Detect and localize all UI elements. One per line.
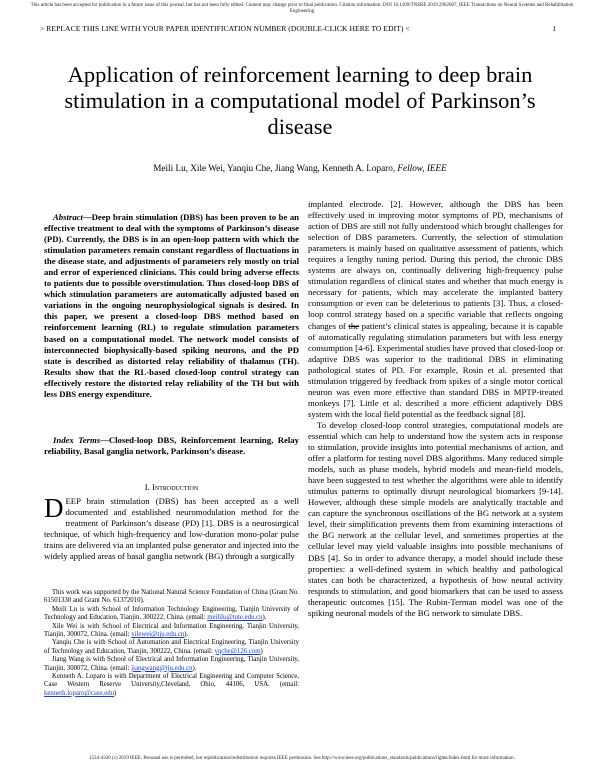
- footnotes: [44, 589, 299, 698]
- section-title: Introduction: [152, 482, 199, 492]
- paper-id-placeholder[interactable]: > REPLACE THIS LINE WITH YOUR PAPER IDENTIFICATION NUMBER (DOUBLE-CLICK HERE TO EDIT) <: [40, 24, 410, 33]
- footnote-funding: This work was supported by the National Natural Science Foundation of China (Grant No. 61501330 and Grant No. 61372010).: [44, 589, 299, 605]
- footnote-author: Kenneth A. Loparo is with Department of Electrical Engineering and Computer Science, Case Western Reserve University,Cleveland, Ohio, 44106, USA. (email: kenneth.loparo@case.edu): [44, 673, 299, 697]
- email-link[interactable]: xilewei@tju.edu.cn: [131, 631, 185, 639]
- drop-cap: D: [44, 493, 64, 523]
- abstract: [44, 212, 299, 400]
- page-number: 1: [552, 24, 556, 33]
- paper-title: Application of reinforcement learning to deep brain stimulation in a computational model of Parkinson’s disease: [64, 62, 536, 139]
- index-terms-text: —Closed-loop DBS, Reinforcement learning, Relay reliability, Basal ganglia network, Parkinson’s disease.: [44, 435, 299, 457]
- author-list: [40, 163, 560, 173]
- body-paragraph: implanted electrode. [2]. However, although the DBS has been effectively used in improving motor symptoms of PD, mechanisms of action of DBS are still not fully understood which brought challenges for selection of DBS parameters. Currently, the selection of stimulation parameters is mainly based on qualitative assessment of patients, which requires a lengthy tuning period. During this period, the chronic DBS systems are always on, continually delivering high-frequency pulse stimulation regardless of clinical states and whether that much energy is necessary for patients, which may accelerate the implanted battery consumption or even can be deleterious to patients [3]. Thus, a closed-loop control strategy based on a specific variable that reflects ongoing changes of the patient’s clinical states is appealing, because it is capable of automatically regulating stimulation parameters but with less energy consumption [4-6]. Experimental studies have proved that closed-loop or adaptive DBS was superior to the traditional DBS in eliminating pathological states of PD. For example, Rosin et al. presented that stimulation triggered by feedback from spikes of a single motor cortical neuron was even more effective than standard DBS in MPTP-treated monkeys [7]. Little et al. described a more efficient adaptively DBS system with the local field potential as the feedback signal [8].: [308, 199, 564, 419]
- intro-text: EEP brain stimulation (DBS) has been accepted as a well documented and established neuromodulation method for the treatment of Parkinson’s disease (PD) [1]. DBS is a neurosurgical technique, of which high-frequency and low-duration mono-polar pulse trains are delivered via an implanted pulse generator and injected into the widely applied areas of basal ganglia network (BG) through a surgically: [44, 496, 299, 562]
- section-numeral: I.: [144, 482, 150, 492]
- footnote-author: Xile Wei is with School of Electrical and Information Engineering, Tianjin University, Tianjin, 300072, China. (email: xilewei@tju.edu.cn).: [44, 622, 299, 639]
- publication-notice: This article has been accepted for publication in a future issue of this journal, but has not been fully edited. Content may change prior to final publication. Citation information: DOI 10.1109/TNSRE.2019.2962607, IEEE Transactions on Neural Systems and Rehabilitation Engineering: [30, 3, 574, 15]
- right-column-body: [308, 199, 563, 619]
- author-names: Meili Lu, Xile Wei, Yanqiu Che, Jiang Wang, Kenneth A. Loparo,: [153, 163, 396, 173]
- tracked-deletion: the: [348, 320, 360, 331]
- email-link[interactable]: jiangwang@tju.edu.cn: [131, 664, 193, 672]
- section-heading-introduction: [44, 482, 299, 492]
- abstract-text: —Deep brain stimulation (DBS) has been proven to be an effective treatment to deal with the symptoms of Parkinson’s disease (PD). Currently, the DBS is in an open-loop pattern with which the stimulation parameters remain constant regardless of fluctuations in the disease state, and adjustments of parameters rely mostly on trial and error of experienced clinicians. This could bring adverse effects to patients due to possible overstimulation. Thus closed-loop DBS of which stimulation parameters are automatically adjusted based on variations in the ongoing neurophysiological signals is desired. In this paper, we present a closed-loop DBS method based on reinforcement learning (RL) to regulate stimulation parameters based on a computational model. The network model consists of interconnected biophysically-based spiking neurons, and the PD state is described as distorted relay reliability of thalamus (TH). Results show that the RL-based closed-loop control strategy can effectively restore the distorted relay reliability of the TH but with less DBS energy expenditure.: [44, 212, 299, 399]
- email-link[interactable]: yqche@126.com: [214, 647, 261, 655]
- footnote-author: Yanqiu Che is with School of Automation and Electrical Engineering, Tianjin University of Technology and Education, Tianjin, 300222, China. (email: yqche@126.com): [44, 639, 299, 655]
- body-paragraph: To develop closed-loop control strategies, computational models are essential which can help to understand how the system acts in response to stimulation, provide insights into potential mechanisms of action, and offer a platform for testing novel DBS algorithms. Many reduced simple models, such as phase models, hybrid models and mean-field models, have been suggested to test whether the algorithms were able to identify stimulus patterns to optimally disrupt neurological biomarkers [9-14]. However, although these simple models are analytically tractable and can capture the synchronous oscillations of the BG network at a system level, their simplification prevents them from examining interactions of the BG network at the cellular level, and sometimes properties at the cellular level may yield valuable insights into possible mechanisms of DBS [4]. So in order to advance therapy, a model should include these properties: a well-defined system in which healthy and pathological states can both be characterized, a hypothesis of how neural activity responds to stimulation, and good biomarkers that can be used to assess therapeutic outcomes [15]. The Rubin-Terman model was one of the spiking neuronal models of the BG network to simulate DBS.: [308, 419, 563, 618]
- email-link[interactable]: meililu@tute.edu.cn: [207, 614, 263, 622]
- index-terms: [44, 435, 299, 457]
- index-terms-label: Index Terms: [53, 435, 101, 445]
- footnote-author: Jiang Wang is with School of Electrical and Information Engineering, Tianjin University, Tianjin, 300072, China. (email: jiangwang@tju.edu.cn).: [44, 656, 299, 672]
- email-link[interactable]: kenneth.loparo@case.edu: [44, 689, 115, 697]
- copyright-footer: 1534-4320 (c) 2019 IEEE. Personal use is permitted, but republication/redistribution requires IEEE permission. See http://www.ieee.org/publications_standards/publications/rights/index.html for more information.: [89, 756, 515, 761]
- introduction-paragraph: [44, 493, 299, 562]
- author-fellow-title: Fellow, IEEE: [397, 163, 447, 173]
- abstract-label: Abstract: [53, 212, 83, 222]
- footnote-author: Meili Lu is with School of Information Technology Engineering, Tianjin University of Technology and Education, Tianjin, 300222, China. (email: meililu@tute.edu.cn).: [44, 605, 299, 622]
